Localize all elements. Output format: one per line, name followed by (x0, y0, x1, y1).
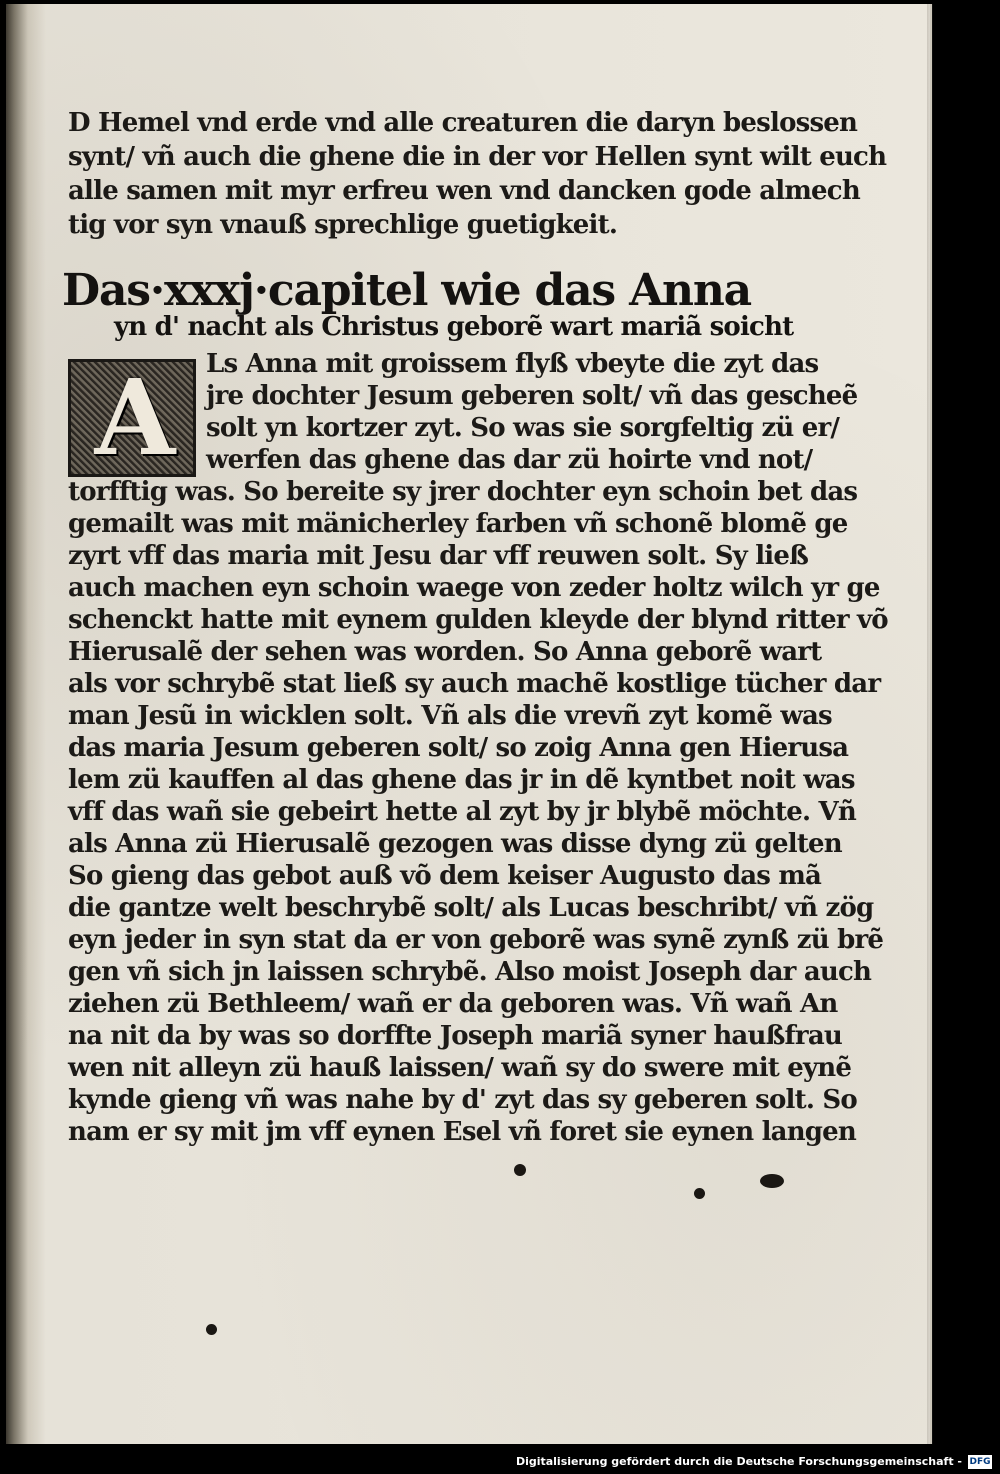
body-line: das maria Jesum geberen solt/ so zoig Anna gen Hierusa (68, 733, 849, 763)
body-line: vff das wañ sie gebeirt hette al zyt by jr blybẽ möchte. Vñ (68, 797, 856, 827)
body-line: So gieng das gebot auß võ dem keiser Augusto das mã (68, 861, 822, 891)
body-line: jre dochter Jesum geberen solt/ vñ das gescheẽ (206, 381, 858, 411)
digitization-footer (0, 1452, 1000, 1474)
funding-credit: Digitalisierung gefördert durch die Deutsche Forschungsgemeinschaft - (515, 1455, 962, 1468)
intro-line: synt/ vñ auch die ghene die in der vor Hellen synt wilt euch (68, 142, 887, 172)
body-line: gemailt was mit mänicherley farben vñ schonẽ blomẽ ge (68, 509, 848, 539)
body-line: wen nit alleyn zü hauß laissen/ wañ sy do swere mit eynẽ (68, 1053, 852, 1083)
body-line: torfftig was. So bereite sy jrer dochter eyn schoin bet das (68, 477, 858, 507)
book-page (6, 4, 932, 1444)
body-line: kynde gieng vñ was nahe by d' zyt das sy geberen solt. So (68, 1085, 857, 1115)
body-line: Ls Anna mit groissem flyß vbeyte die zyt das (206, 349, 819, 379)
body-line: solt yn kortzer zyt. So was sie sorgfeltig zü er/ (206, 413, 840, 443)
decorated-initial (68, 359, 196, 477)
body-line: eyn jeder in syn stat da er von geborẽ was synẽ zynß zü brẽ (68, 925, 884, 955)
body-line: Hierusalẽ der sehen was worden. So Anna geborẽ wart (68, 637, 822, 667)
intro-line: D Hemel vnd erde vnd alle creaturen die daryn beslossen (68, 108, 858, 138)
body-line: nam er sy mit jm vff eynen Esel vñ foret sie eynen langen (68, 1117, 857, 1147)
body-line: die gantze welt beschrybẽ solt/ als Lucas beschribt/ vñ zög (68, 893, 874, 923)
ink-spot (514, 1164, 526, 1176)
intro-line: tig vor syn vnauß sprechlige guetigkeit. (68, 210, 618, 240)
body-line: schenckt hatte mit eynem gulden kleyde der blynd ritter võ (68, 605, 888, 635)
dfg-logo: DFG (969, 1457, 991, 1467)
body-line: als vor schrybẽ stat ließ sy auch machẽ kostlige tücher dar (68, 669, 881, 699)
body-line: lem zü kauffen al das ghene das jr in dẽ kyntbet noit was (68, 765, 855, 795)
body-line: ziehen zü Bethleem/ wañ er da geboren was. Vñ wañ An (68, 989, 838, 1019)
chapter-heading: Das·xxxj·capitel wie das Anna (62, 265, 751, 316)
ink-spot (206, 1324, 217, 1335)
intro-line: alle samen mit myr erfreu wen vnd dancken gode almech (68, 176, 860, 206)
body-line: gen vñ sich jn laissen schrybẽ. Also moist Joseph dar auch (68, 957, 872, 987)
body-line: werfen das ghene das dar zü hoirte vnd not/ (206, 445, 813, 475)
body-line: zyrt vff das maria mit Jesu dar vff reuwen solt. Sy ließ (68, 541, 809, 571)
body-line: man Jesũ in wicklen solt. Vñ als die vrevñ zyt komẽ was (68, 701, 832, 731)
body-line: als Anna zü Hierusalẽ gezogen was disse dyng zü gelten (68, 829, 842, 859)
initial-letter: A (94, 359, 176, 477)
body-line: na nit da by was so dorffte Joseph mariã syner haußfrau (68, 1021, 842, 1051)
chapter-subheading: yn d' nacht als Christus geborẽ wart mariã soicht (114, 312, 794, 342)
body-line: auch machen eyn schoin waege von zeder holtz wilch yr ge (68, 573, 880, 603)
ink-spot (694, 1188, 705, 1199)
ink-spot (760, 1174, 784, 1188)
